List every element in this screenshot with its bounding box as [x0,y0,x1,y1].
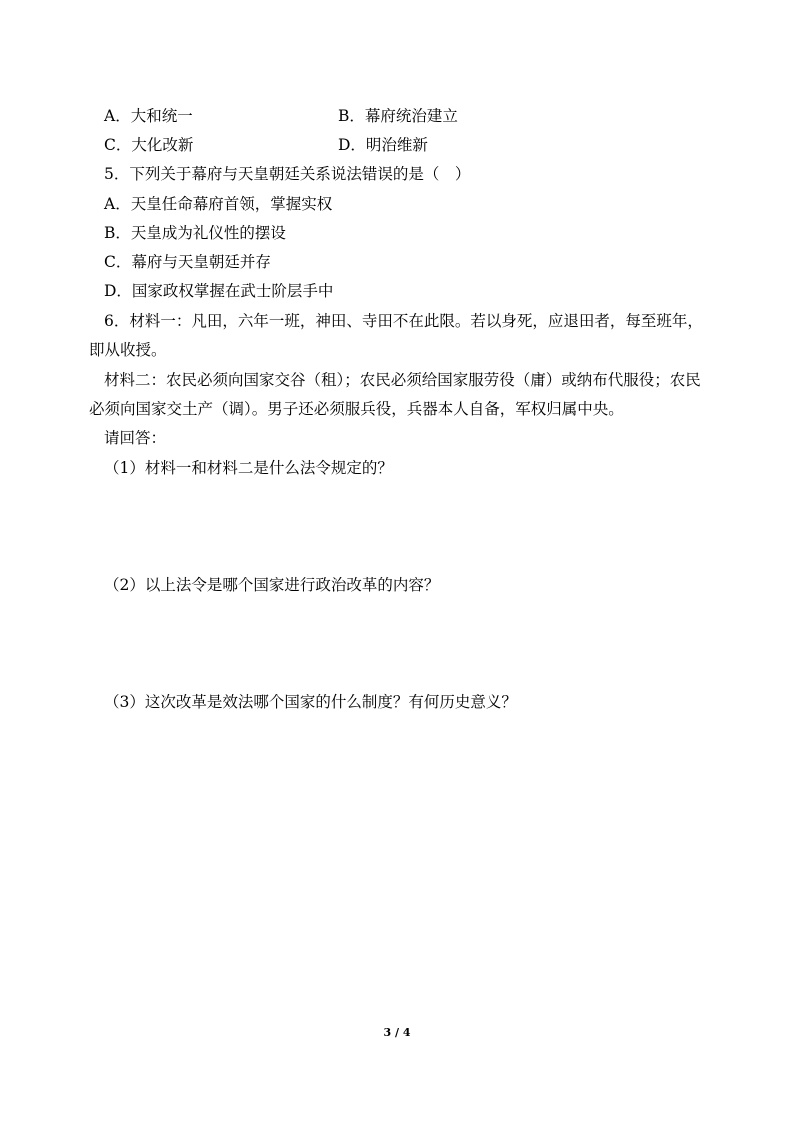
q4-options-row-2 [104,135,428,155]
q5-option-d: D．国家政权掌握在武士阶层手中 [104,282,334,300]
q6-subquestion-1: （1）材料一和材料二是什么法令规定的？ [104,459,393,477]
q6-prompt: 请回答： [104,429,167,447]
q6-subquestion-3: （3）这次改革是效法哪个国家的什么制度？有何历史意义？ [104,693,517,711]
q6-material1-line1: 6．材料一：凡田，六年一班，神田、寺田不在此限。若以身死，应退田者，每至班年， [104,312,703,330]
q6-material2-line1: 材料二：农民必须向国家交谷（租）；农民必须给国家服劳役（庸）或纳布代服役；农民 [104,371,701,389]
q4-option-a: A．大和统一 [104,107,193,125]
q4-option-b: B．幕府统治建立 [338,107,458,125]
q5-option-a: A．天皇任命幕府首领，掌握实权 [104,195,333,213]
q5-stem: 5．下列关于幕府与天皇朝廷关系说法错误的是（ ） [104,165,471,183]
q5-option-c: C．幕府与天皇朝廷并存 [104,253,271,271]
page-number: 3 / 4 [383,1026,411,1039]
q6-material2-line2: 必须向国家交土产（调）。男子还必须服兵役，兵器本人自备，军权归属中央。 [89,400,624,418]
q5-option-b: B．天皇成为礼仪性的摆设 [104,224,286,242]
q4-options-row-1 [104,106,458,126]
q6-material1-line2: 即从收授。 [89,341,167,359]
q6-subquestion-2: （2）以上法令是哪个国家进行政治改革的内容？ [104,576,440,594]
q4-option-c: C．大化改新 [104,136,194,154]
q4-option-d: D．明治维新 [338,136,428,154]
